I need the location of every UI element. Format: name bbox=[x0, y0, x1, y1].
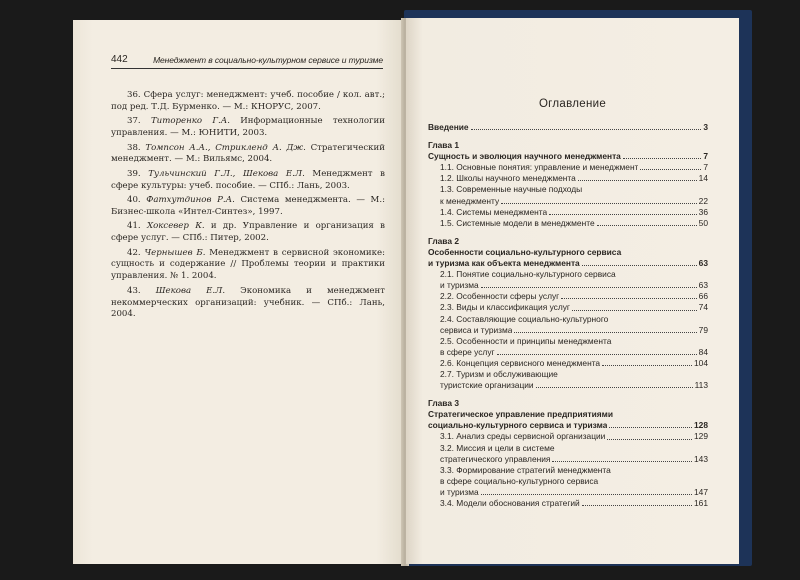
chapter-title-continued: и туризма как объекта менеджмента 63 bbox=[428, 258, 708, 269]
toc-entry-continued: стратегического управления 143 bbox=[440, 453, 708, 464]
reference-item: 37. Титоренко Г.А. Информационные технологии управления. — М.: ЮНИТИ, 2003. bbox=[111, 116, 385, 139]
toc-entry: 2.6. Концепция сервисного менеджмента 104 bbox=[440, 357, 708, 368]
chapter-title: Сущность и эволюция научного менеджмента 7 bbox=[428, 151, 708, 162]
reference-item: 39. Тульчинский Г.Л., Шекова Е.Л. Менеджмент в сфере культуры: учеб. пособие. — СПб.: Лань, 2003. bbox=[111, 168, 386, 191]
toc-entry: 1.4. Системы менеджмента 36 bbox=[440, 206, 708, 217]
toc-entry: 3.4. Модели обоснования стратегий 161 bbox=[440, 498, 708, 508]
toc-entry: 3.2. Миссия и цели в системе bbox=[440, 442, 555, 453]
reference-item: 36. Сфера услуг: менеджмент: учеб. пособие / кол. авт.; под ред. Т.Д. Бурменко. — М.: КНОРУС, 2007. bbox=[111, 90, 385, 112]
toc-entry-continued: туристские организации 113 bbox=[440, 380, 708, 391]
chapter-heading: Глава 3 bbox=[428, 398, 459, 409]
toc-entry: 2.4. Составляющие социально-культурного bbox=[440, 313, 609, 324]
reference-item: 41. Хоксевер К. и др. Управление и организация в сфере услуг. — СПб.: Питер, 2002. bbox=[111, 221, 385, 244]
reference-item: 38. Томпсон А.А., Стрикленд А. Дж. Стратегический менеджмент. — М.: Вильямс, 2004. bbox=[111, 142, 386, 165]
toc-entry: 2.5. Особенности и принципы менеджмента bbox=[440, 335, 612, 346]
chapter-title: Стратегическое управление предприятиями bbox=[428, 409, 613, 420]
toc-entry-continued: сервиса и туризма 79 bbox=[440, 324, 708, 335]
toc-entry: 1.2. Школы научного менеджмента 14 bbox=[440, 173, 708, 184]
toc-entry-intro: Введение 3 bbox=[428, 122, 708, 132]
toc-entry: 3.1. Анализ среды сервисной организации 129 bbox=[440, 431, 708, 442]
toc-entry: 2.1. Понятие социально-культурного сервиса bbox=[440, 269, 616, 280]
right-page bbox=[406, 18, 739, 564]
toc-entry: 3.3. Формирование стратегий менеджмента bbox=[440, 464, 611, 475]
toc-entry: 2.2. Особенности сферы услуг 66 bbox=[440, 291, 708, 302]
toc-entry-continued: и туризма 63 bbox=[440, 280, 708, 291]
left-page bbox=[73, 20, 403, 564]
running-head-title: Менеджмент в социально-культурном сервисе и туризме bbox=[153, 55, 383, 65]
toc-entry: 1.1. Основные понятия: управление и менеджмент 7 bbox=[440, 162, 708, 173]
toc-title: Оглавление bbox=[538, 98, 607, 110]
running-header bbox=[111, 54, 383, 69]
reference-item: 40. Фатхутдинов Р.А. Система менеджмента. — М.: Бизнес-школа «Интел-Синтез», 1997. bbox=[111, 195, 385, 217]
toc-entry-continued: в сфере социально-культурного сервиса bbox=[440, 475, 599, 486]
toc-entry: 2.7. Туризм и обслуживающие bbox=[440, 368, 558, 379]
toc-entry: 1.3. Современные научные подходы bbox=[440, 184, 583, 195]
toc-entry: 1.5. Системные модели в менеджменте 50 bbox=[440, 217, 708, 228]
toc-entry-continued: и туризма 147 bbox=[440, 486, 708, 497]
toc-entry-continued: в сфере услуг 84 bbox=[440, 346, 708, 357]
chapter-title: Особенности социально-культурного сервиса bbox=[428, 246, 622, 257]
reference-item: 42. Чернышев Б. Менеджмент в сервисной экономике: сущность и содержание // Проблемы теории и практики управления. № 1. 2004. bbox=[111, 247, 385, 282]
toc-entry-continued: к менеджменту 22 bbox=[440, 195, 708, 206]
toc-entry: 2.3. Виды и классификация услуг 74 bbox=[440, 302, 708, 313]
table-of-contents bbox=[428, 122, 708, 509]
reference-item: 43. Шекова Е.Л. Экономика и менеджмент некоммерческих организаций: учебник. — СПб.: Лань, 2004. bbox=[111, 285, 385, 320]
chapter-heading: Глава 2 bbox=[428, 235, 459, 246]
chapter-title-continued: социально-культурного сервиса и туризма 128 bbox=[428, 420, 708, 431]
chapter-heading: Глава 1 bbox=[428, 140, 459, 151]
page-number: 442 bbox=[111, 54, 128, 65]
reference-list bbox=[111, 90, 385, 324]
